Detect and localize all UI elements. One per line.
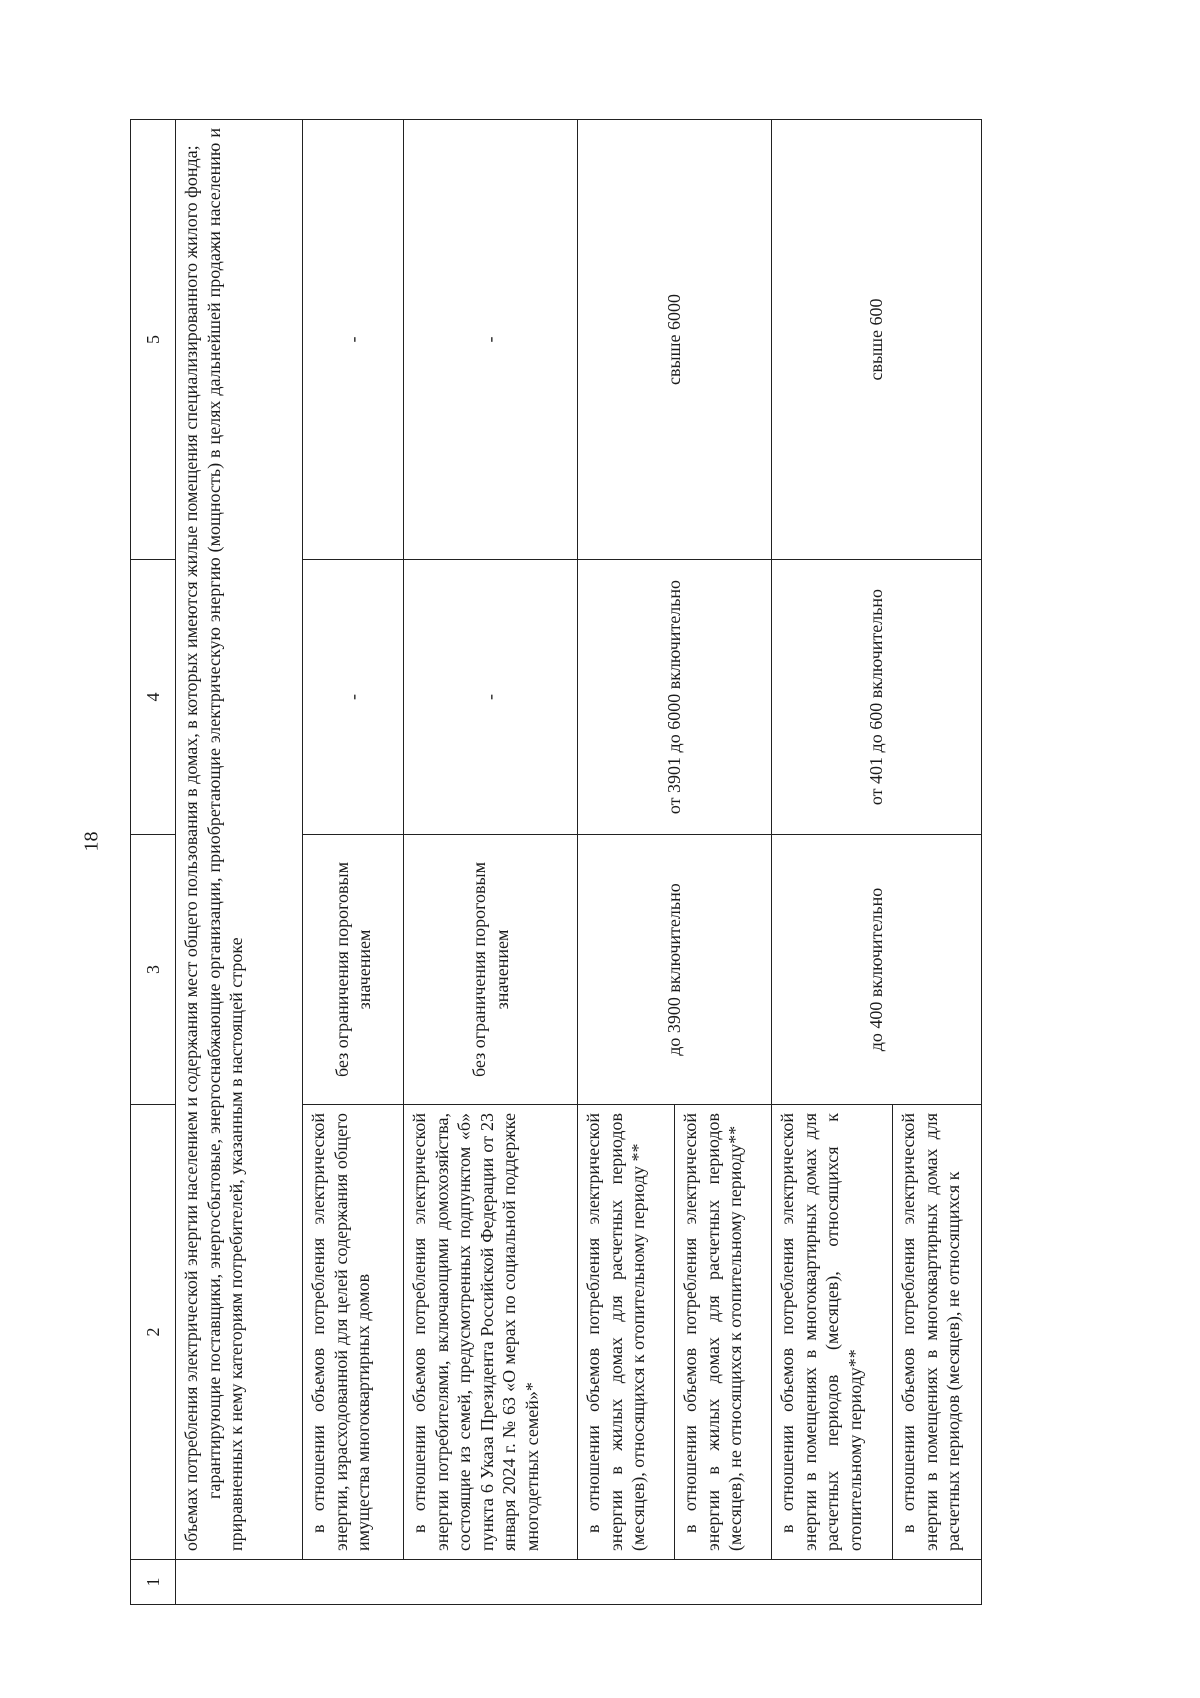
intro-line-2: гарантирующие поставщики, энергосбытовые, энергоснабжающие организации, приобретающие электрическую энергию (мощность) в целях дальнейшей продажи населению и приравненных к нему категориям потребителей, указанным в настоящей строке <box>203 128 246 1551</box>
table-row <box>578 120 675 1605</box>
row-5-col4: от 401 до 600 включительно <box>772 560 982 835</box>
header-row <box>131 120 176 1605</box>
row-1-col3: без ограничения пороговым значением <box>303 835 404 1105</box>
tariff-table <box>130 119 982 1605</box>
row-4-description: в отношении объемов потребления электрической энергии в жилых домах для расчетных периодов (месяцев), не относящихся к отопительному периоду** <box>675 1105 772 1560</box>
table-row <box>404 120 578 1605</box>
row-5-col5: свыше 600 <box>772 120 982 560</box>
row-3-col4: от 3901 до 6000 включительно <box>578 560 772 835</box>
row-5-description: в отношении объемов потребления электрической энергии в помещениях в многоквартирных домах для расчетных периодов (месяцев), относящихся к отопительному периоду** <box>772 1105 893 1560</box>
row-3-col3: до 3900 включительно <box>578 835 772 1105</box>
intro-cell <box>176 120 303 1560</box>
header-col-3: 3 <box>131 835 176 1105</box>
header-col-4: 4 <box>131 560 176 835</box>
intro-row <box>176 120 303 1605</box>
header-col-2: 2 <box>131 1105 176 1560</box>
rotated-table-canvas <box>130 120 1160 1605</box>
row-3-col5: свыше 6000 <box>578 120 772 560</box>
page-number: 18 <box>80 831 103 852</box>
row-2-col4: - <box>404 560 578 835</box>
table-row <box>303 120 404 1605</box>
row-1-col5: - <box>303 120 404 560</box>
row-2-col5: - <box>404 120 578 560</box>
row-3-description: в отношении объемов потребления электрической энергии в жилых домах для расчетных периодов (месяцев), относящихся к отопительному периоду ** <box>578 1105 675 1560</box>
table-row <box>772 120 893 1605</box>
row-1-col4: - <box>303 560 404 835</box>
header-col-1: 1 <box>131 1560 176 1605</box>
row-2-description: в отношении объемов потребления электрической энергии потребителями, включающими домохозяйства, состоящие из семей, предусмотренных подпунктом «б» пункта 6 Указа Президента Российской Федерации от 23 января 2024 г. № 63 «О мерах по социальной поддержке многодетных семей»* <box>404 1105 578 1560</box>
intro-line-1: объемах потребления электрической энергии населением и содержания мест общего пользования в домах, в которых имеются жилые помещения специализированного жилого фонда; <box>181 145 201 1551</box>
row-2-col3: без ограничения пороговым значением <box>404 835 578 1105</box>
row-5-col3: до 400 включительно <box>772 835 982 1105</box>
row-6-description: в отношении объемов потребления электрической энергии в помещениях в многоквартирных домах для расчетных периодов (месяцев), не относящихся к <box>893 1105 982 1560</box>
row-1-description: в отношении объемов потребления электрической энергии, израсходованной для целей содержания общего имущества многоквартирных домов <box>303 1105 404 1560</box>
row-number-cell <box>176 1560 982 1605</box>
header-col-5: 5 <box>131 120 176 560</box>
